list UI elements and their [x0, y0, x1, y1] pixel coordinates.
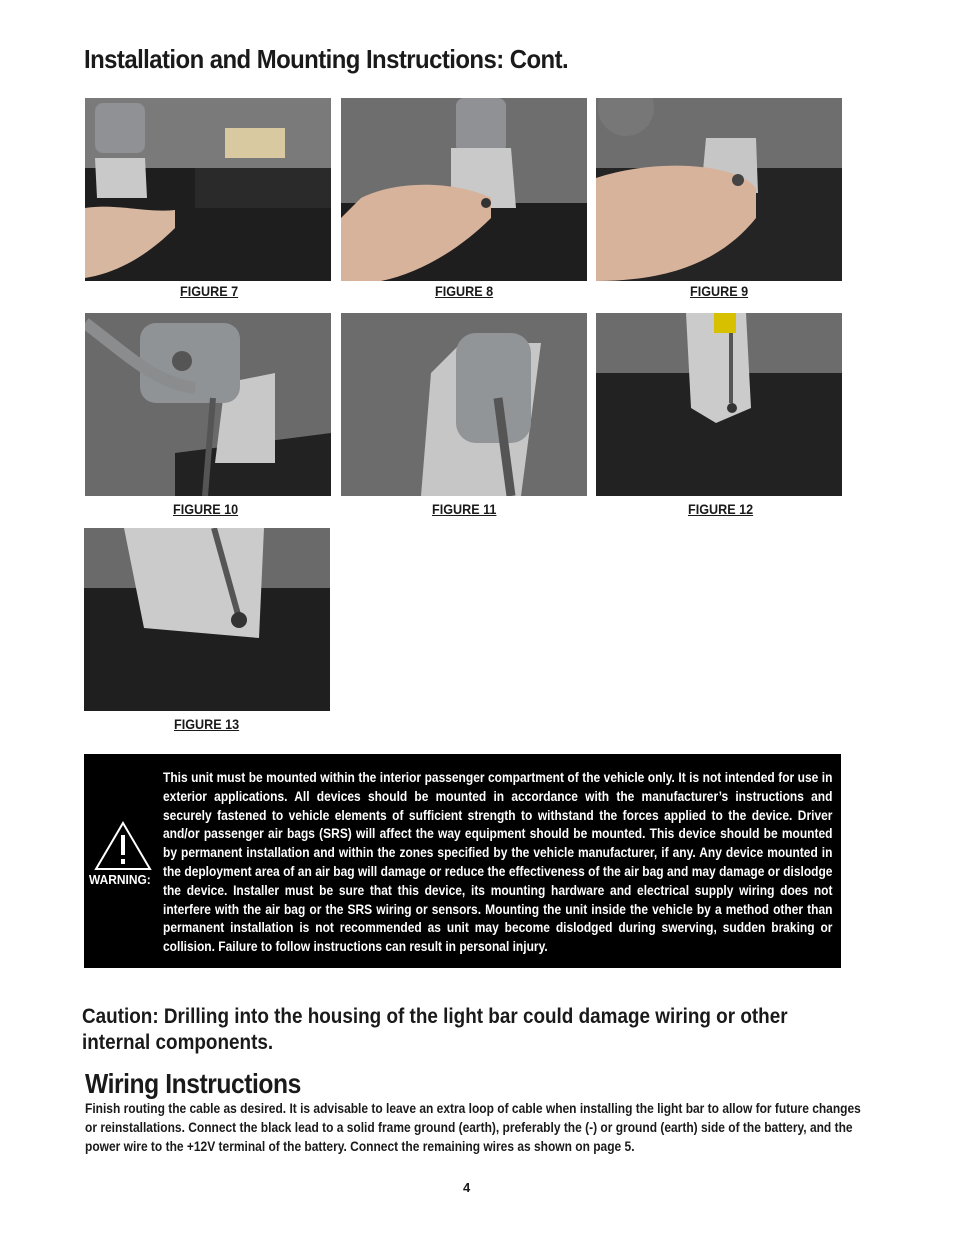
warning-triangle-icon — [94, 821, 152, 871]
figure-7-photo — [85, 98, 331, 281]
warning-label: WARNING: — [89, 872, 151, 887]
page-title: Installation and Mounting Instructions: Cont. — [84, 44, 569, 74]
figure-13-caption: FIGURE 13 — [174, 716, 240, 732]
figure-13-photo — [84, 528, 330, 711]
figure-11-photo — [341, 313, 587, 496]
figure-9-caption: FIGURE 9 — [690, 283, 749, 299]
figure-8-caption: FIGURE 8 — [435, 283, 494, 299]
caution-text: Caution: Drilling into the housing of the light bar could damage wiring or other internal components. — [82, 1005, 788, 1054]
figure-7-caption: FIGURE 7 — [180, 283, 239, 299]
figure-11-caption: FIGURE 11 — [432, 501, 497, 517]
wiring-title: Wiring Instructions — [85, 1068, 301, 1099]
figure-12-photo — [596, 313, 842, 496]
wiring-text: Finish routing the cable as desired. It is advisable to leave an extra loop of cable when installing the light bar to allow for future changes or reinstallations. Connect the black lead to a solid frame ground (earth), preferably the (-) or ground (earth) side of the battery, and the power wire to the +12V terminal of the battery. Connect the remaining wires as shown on page 5. — [85, 1101, 861, 1154]
figure-8-photo — [341, 98, 587, 281]
figure-10-photo — [85, 313, 331, 496]
warning-text: This unit must be mounted within the interior passenger compartment of the vehicle only. It is not intended for use in exterior applications. All devices should be mounted in accordance with the manufacturer’s instructions and securely fastened to vehicle elements of sufficient strength to withstand the forces applied to the device. Driver and/or passenger air bags (SRS) will affect the way equipment should be mounted. This device should be mounted by permanent installation and within the zones specified by the vehicle manufacturer, if any. Any device mounted in the deployment area of an air bag will damage or reduce the effectiveness of the air bag and may damage or dislodge the device. Installer must be sure that this device, its mounting hardware and electrical supply wiring does not interfere with the air bag or the SRS wiring or sensors. Mounting the unit inside the vehicle by a method other than permanent installation is not recommended as unit may become dislodged during swerving, sudden braking or collision. Failure to follow instructions can result in personal injury. — [163, 770, 833, 955]
warning-box — [84, 754, 841, 968]
figure-10-caption: FIGURE 10 — [173, 501, 239, 517]
page-number: 4 — [463, 1180, 471, 1195]
figure-12-caption: FIGURE 12 — [688, 501, 754, 517]
figure-9-photo — [596, 98, 842, 281]
